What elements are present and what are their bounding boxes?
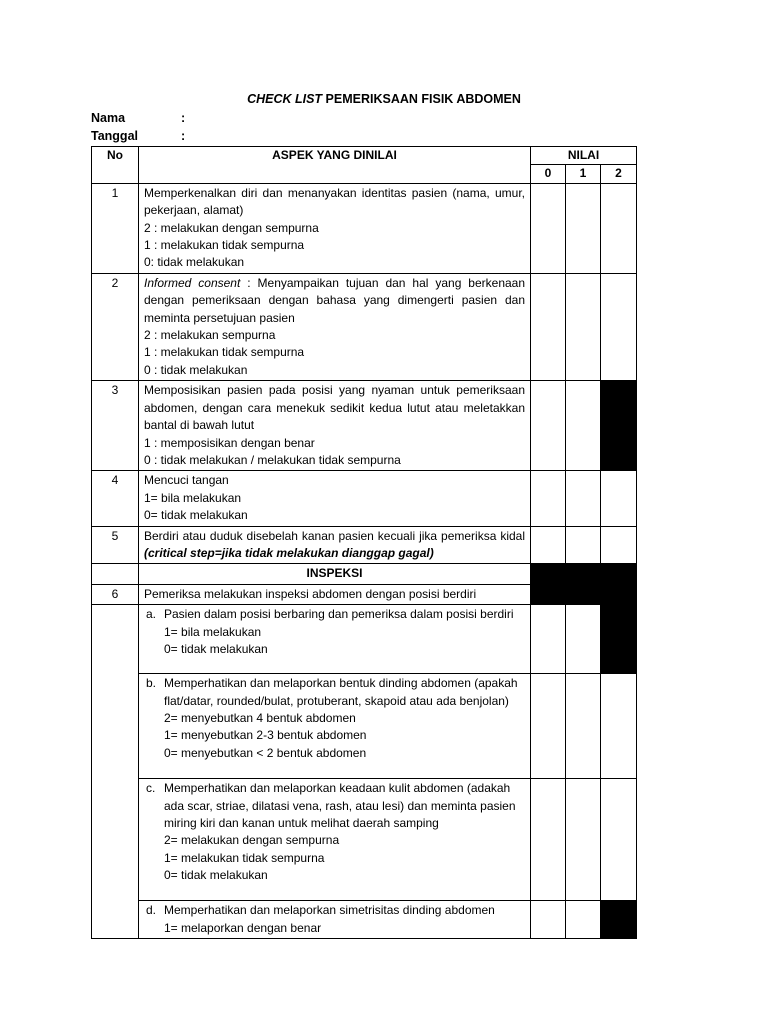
row-aspect <box>139 584 531 604</box>
aspect-line: Memperhatikan dan melaporkan simetrisitas dinding abdomen <box>164 903 495 918</box>
score-cell-2[interactable] <box>601 526 637 564</box>
aspect-line: 2 : melakukan sempurna <box>144 328 276 343</box>
row-aspect <box>139 183 531 273</box>
row-number: 6 <box>92 584 139 604</box>
aspect-line: 1 : melakukan tidak sempurna <box>144 238 305 253</box>
table-row <box>92 674 637 779</box>
score-cell-0[interactable] <box>531 273 566 380</box>
table-row <box>92 273 637 380</box>
aspect-line: Memperhatikan dan melaporkan keadaan kulit abdomen (adakah ada scar, striae, dilatasi vena, rash, atau lesi) dan meminta pasien miring kiri dan kanan untuk melihat daerah samping <box>164 781 516 830</box>
score-cell-0[interactable] <box>531 779 566 901</box>
header-score-1: 1 <box>566 165 601 183</box>
table-row <box>92 779 637 901</box>
aspect-line: Memperkenalkan diri dan menanyakan identitas pasien (nama, umur, pekerjaan, alamat) <box>144 185 525 218</box>
score-cell-1[interactable] <box>566 273 601 380</box>
header-nilai: NILAI <box>531 147 637 165</box>
score-cell-blocked <box>601 605 637 674</box>
critical-step-note: (critical step=jika tidak melakukan dianggap gagal) <box>144 545 434 560</box>
score-cell-1[interactable] <box>566 471 601 526</box>
score-cell-0[interactable] <box>531 901 566 939</box>
title-italic: CHECK LIST <box>247 92 323 106</box>
score-cell-0[interactable] <box>531 674 566 779</box>
field-nama-label: Nama <box>91 111 126 125</box>
title-rest: PEMERIKSAAN FISIK ABDOMEN <box>322 92 521 106</box>
aspect-line <box>144 528 525 563</box>
score-cell-0[interactable] <box>531 471 566 526</box>
aspect-line: 1= menyebutkan 2-3 bentuk abdomen <box>164 728 367 743</box>
field-nama <box>91 111 186 125</box>
row-aspect <box>139 273 531 380</box>
aspect-line: 0= tidak melakukan <box>164 868 268 883</box>
aspect-line: 1= melaporkan dengan benar <box>164 920 322 935</box>
header-aspek: ASPEK YANG DINILAI <box>139 147 531 184</box>
score-cell-0[interactable] <box>531 605 566 674</box>
sub-label: a. <box>146 607 157 622</box>
row-number: 2 <box>92 273 139 380</box>
table-row <box>92 183 637 273</box>
table-row <box>92 901 637 939</box>
aspect-line: 1= bila melakukan <box>164 624 262 639</box>
row-number-empty <box>92 605 139 939</box>
aspect-line: 0= tidak melakukan <box>164 641 268 656</box>
sub-item <box>144 675 525 762</box>
aspect-line: Pasien dalam posisi berbaring dan pemeriksa dalam posisi berdiri <box>164 607 514 622</box>
row-aspect <box>139 779 531 901</box>
score-cell-blocked <box>531 584 637 604</box>
aspect-line: 1= melakukan tidak sempurna <box>164 850 325 865</box>
table-row <box>92 526 637 564</box>
checklist-table <box>91 146 637 939</box>
section-title: INSPEKSI <box>139 564 531 584</box>
score-cell-2[interactable] <box>601 183 637 273</box>
score-cell-0[interactable] <box>531 183 566 273</box>
field-tanggal-colon: : <box>181 129 186 143</box>
field-tanggal-label: Tanggal <box>91 129 138 143</box>
score-cell-1[interactable] <box>566 183 601 273</box>
score-cell-blocked <box>601 381 637 471</box>
aspect-line: 0= tidak melakukan <box>144 508 248 523</box>
table-row <box>92 471 637 526</box>
row-number: 5 <box>92 526 139 564</box>
aspect-text: : Menyampaikan tujuan dan hal yang berkenaan dengan pemeriksaan dengan bahasa yang dimengerti pasien dan meminta persetujuan pasien <box>144 275 526 325</box>
row-aspect <box>139 471 531 526</box>
header-score-0: 0 <box>531 165 566 183</box>
score-cell-2[interactable] <box>601 471 637 526</box>
row-aspect <box>139 381 531 471</box>
aspect-line: 1= bila melakukan <box>144 490 242 505</box>
sub-item <box>144 606 525 658</box>
table-row <box>92 605 637 674</box>
aspect-line: 0: tidak melakukan <box>144 255 245 270</box>
score-cell-blocked <box>601 901 637 939</box>
score-cell-0[interactable] <box>531 381 566 471</box>
table-row <box>92 584 637 604</box>
field-nama-colon: : <box>181 111 186 125</box>
aspect-line: 0= menyebutkan < 2 bentuk abdomen <box>164 745 367 760</box>
row-number: 4 <box>92 471 139 526</box>
page-title <box>0 92 768 106</box>
score-cell-2[interactable] <box>601 273 637 380</box>
table-row <box>92 381 637 471</box>
field-tanggal <box>91 129 186 143</box>
row-aspect <box>139 526 531 564</box>
row-aspect <box>139 674 531 779</box>
aspect-line: 2 : melakukan dengan sempurna <box>144 220 319 235</box>
aspect-line: Mencuci tangan <box>144 473 229 488</box>
score-cell-0[interactable] <box>531 526 566 564</box>
section-row <box>92 564 637 584</box>
aspect-line <box>144 275 525 327</box>
aspect-line: 1 : memposisikan dengan benar <box>144 435 315 450</box>
row-aspect <box>139 901 531 939</box>
score-cell-1[interactable] <box>566 605 601 674</box>
score-cell-1[interactable] <box>566 381 601 471</box>
aspect-line: Pemeriksa melakukan inspeksi abdomen dengan posisi berdiri <box>144 586 477 601</box>
aspect-italic-lead: Informed consent <box>144 275 241 290</box>
score-cell-blocked <box>531 564 637 584</box>
aspect-line: Memposisikan pasien pada posisi yang nyaman untuk pemeriksaan abdomen, dengan cara menekuk sedikit kedua lutut atau meletakkan bantal di bawah lutut <box>144 383 525 433</box>
aspect-text: Berdiri atau duduk disebelah kanan pasien kecuali jika pemeriksa kidal <box>144 528 525 543</box>
score-cell-1[interactable] <box>566 526 601 564</box>
aspect-line: 0 : tidak melakukan / melakukan tidak sempurna <box>144 452 401 467</box>
aspect-line: Memperhatikan dan melaporkan bentuk dinding abdomen (apakah flat/datar, rounded/bulat, protuberant, skapoid atau ada benjolan) <box>164 676 518 708</box>
header-score-2: 2 <box>601 165 637 183</box>
row-aspect <box>139 605 531 674</box>
score-cell-1[interactable] <box>566 901 601 939</box>
section-empty-no <box>92 564 139 584</box>
sub-label: b. <box>146 676 157 691</box>
sub-item <box>144 902 525 937</box>
score-cell-2[interactable] <box>601 674 637 779</box>
sub-label: c. <box>146 781 156 796</box>
score-cell-2[interactable] <box>601 779 637 901</box>
aspect-line: 0 : tidak melakukan <box>144 362 248 377</box>
sub-label: d. <box>146 903 157 918</box>
aspect-line: 2= melakukan dengan sempurna <box>164 833 340 848</box>
aspect-line: 1 : melakukan tidak sempurna <box>144 345 305 360</box>
row-number: 3 <box>92 381 139 471</box>
score-cell-1[interactable] <box>566 779 601 901</box>
score-cell-1[interactable] <box>566 674 601 779</box>
sub-item <box>144 780 525 884</box>
header-no: No <box>92 147 139 184</box>
aspect-line: 2= menyebutkan 4 bentuk abdomen <box>164 710 356 725</box>
row-number: 1 <box>92 183 139 273</box>
